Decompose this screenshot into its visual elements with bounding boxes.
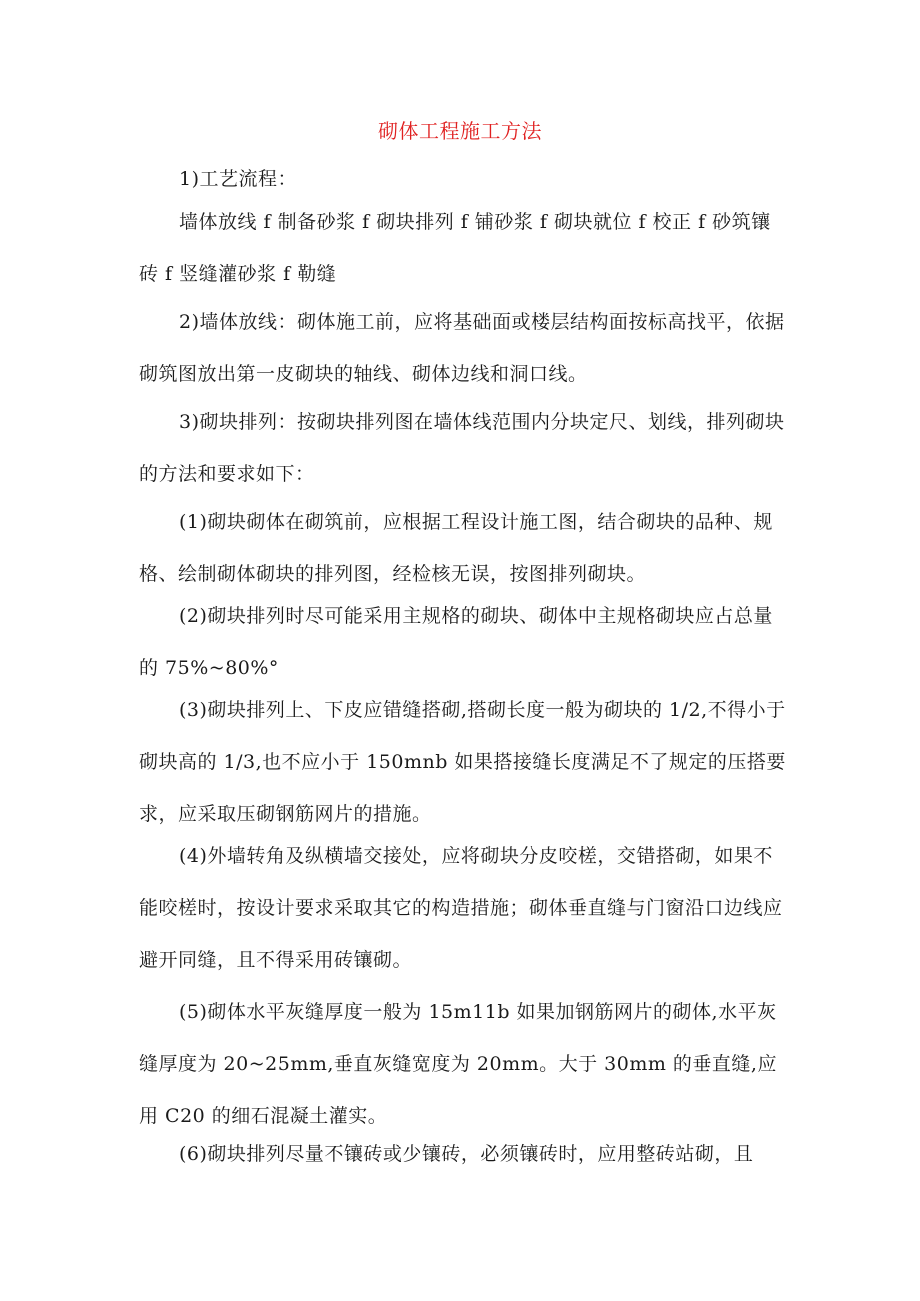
paragraph-item-4: (4)外墙转角及纵横墙交接处，应将砌块分皮咬槎，交错搭砌，如果不能咬槎时，按设计要求采取其它的构造措施；砌体垂直缝与门窗沿口边线应避开同缝，且不得采用砖镶砌。	[139, 845, 783, 971]
paragraph-item-1: (1)砌块砌体在砌筑前，应根据工程设计施工图，结合砌块的品种、规格、绘制砌体砌块的排列图，经检核无误，按图排列砌块。	[139, 511, 773, 585]
document-title: 砌体工程施工方法	[378, 119, 542, 143]
paragraph-item-6: (6)砌块排列尽量不镶砖或少镶砖，必须镶砖时，应用整砖站砌，且	[179, 1143, 754, 1165]
paragraph-item-3: (3)砌块排列上、下皮应错缝搭砌,搭砌长度一般为砌块的 1/2,不得小于砌块高的 1/3,也不应小于 150mnb 如果搭接缝长度满足不了规定的压搭要求，应采取压砌钢筋网片的措施。	[139, 699, 786, 825]
paragraph-block-arrangement: 3)砌块排列：按砌块排列图在墙体线范围内分块定尺、划线，排列砌块的方法和要求如下：	[139, 411, 785, 485]
paragraph-process-flow: 墙体放线 f 制备砂浆 f 砌块排列 f 铺砂浆 f 砌块就位 f 校正 f 砂筑镶砖 f 竖缝灌砂浆 f 勒缝	[139, 211, 771, 285]
paragraph-item-5: (5)砌体水平灰缝厚度一般为 15m11b 如果加钢筋网片的砌体,水平灰缝厚度为 20~25mm,垂直灰缝宽度为 20mm。大于 30mm 的垂直缝,应用 C20 的细石混凝土灌实。	[139, 1001, 777, 1127]
paragraph-item-2: (2)砌块排列时尽可能采用主规格的砌块、砌体中主规格砌块应占总量的 75%~80%°	[139, 605, 773, 679]
paragraph-process-heading: 1)工艺流程：	[179, 168, 298, 190]
paragraph-wall-setout: 2)墙体放线：砌体施工前，应将基础面或楼层结构面按标高找平，依据砌筑图放出第一皮砌块的轴线、砌体边线和洞口线。	[139, 311, 785, 385]
